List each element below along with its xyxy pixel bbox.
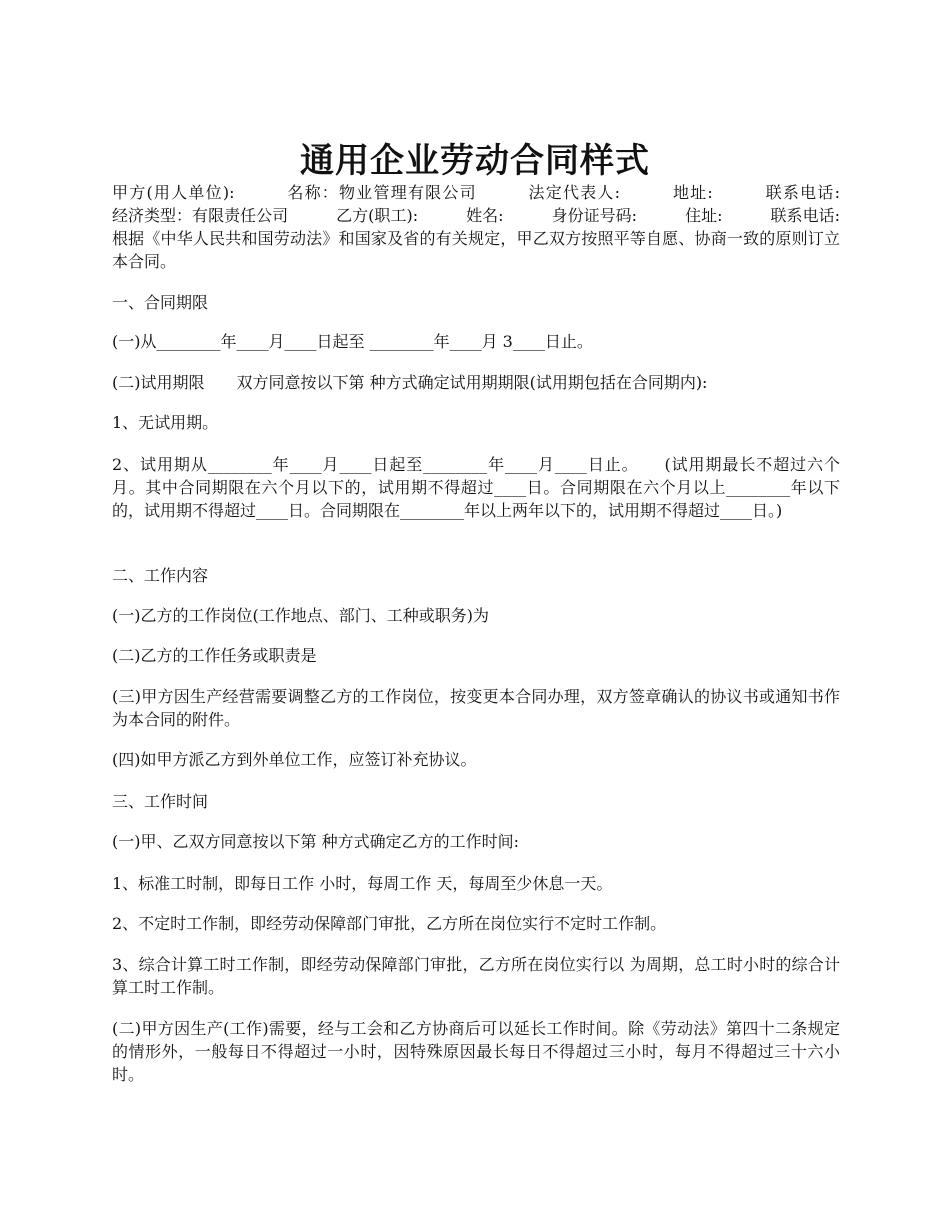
clause-position-adjustment: (三)甲方因生产经营需要调整乙方的工作岗位，按变更本合同办理，双方签章确认的协议书或通知书作为本合同的附件。 <box>112 687 840 729</box>
document-title: 通用企业劳动合同样式 <box>300 140 650 181</box>
section-heading-working-hours: 三、工作时间 <box>112 792 209 811</box>
contract-parties-paragraph: 甲方(用人单位): 名称：物业管理有限公司 法定代表人: 地址: 联系电话: 经济类型：有限责任公司 乙方(职工): 姓名: 身份证号码: 住址: 联系电话: 根据《中华人民共和国劳动法》和国家及省的有关规定，甲乙双方按照平等自愿、协商一致的原则订立本合同。 <box>112 183 889 271</box>
clause-flexible-hours: 2、不定时工作制，即经劳动保障部门审批，乙方所在岗位实行不定时工作制。 <box>112 914 667 933</box>
clause-standard-hours: 1、标准工时制，即每日工作 小时，每周工作 天，每周至少休息一天。 <box>112 874 613 893</box>
clause-overtime: (二)甲方因生产(工作)需要，经与工会和乙方协商后可以延长工作时间。除《劳动法》第四十二条规定的情形外，一般每日不得超过一小时，因特殊原因最长每日不得超过三小时，每月不得超过三十六小时。 <box>112 1019 840 1084</box>
clause-job-duties: (二)乙方的工作任务或职责是 <box>112 646 317 665</box>
section-heading-work-content: 二、工作内容 <box>112 566 209 585</box>
clause-working-hours-method: (一)甲、乙双方同意按以下第 种方式确定乙方的工作时间: <box>112 832 519 851</box>
clause-probation-dates: 2、试用期从________年____月____日起至________年____月____日止。 (试用期最长不超过六个月。其中合同期限在六个月以下的，试用期不得超过____日。合同期限在六个月以上________年以下的，试用期不得超过____日。合同期限在________年以上两年以下的，试用期不得超过____日。) <box>112 455 840 520</box>
clause-job-position: (一)乙方的工作岗位(工作地点、部门、工种或职务)为 <box>112 606 489 625</box>
clause-no-probation: 1、无试用期。 <box>112 413 219 432</box>
clause-contract-period: (一)从________年____月____日起至 ________年____月 3____日止。 <box>112 332 593 351</box>
clause-probation-period: (二)试用期限 双方同意按以下第 种方式确定试用期期限(试用期包括在合同期内): <box>112 373 708 392</box>
clause-external-assignment: (四)如甲方派乙方到外单位工作，应签订补充协议。 <box>112 750 477 769</box>
clause-comprehensive-hours: 3、综合计算工时工作制，即经劳动保障部门审批，乙方所在岗位实行以 为周期，总工时小时的综合计算工时工作制。 <box>112 955 840 997</box>
section-heading-contract-term: 一、合同期限 <box>112 293 209 312</box>
